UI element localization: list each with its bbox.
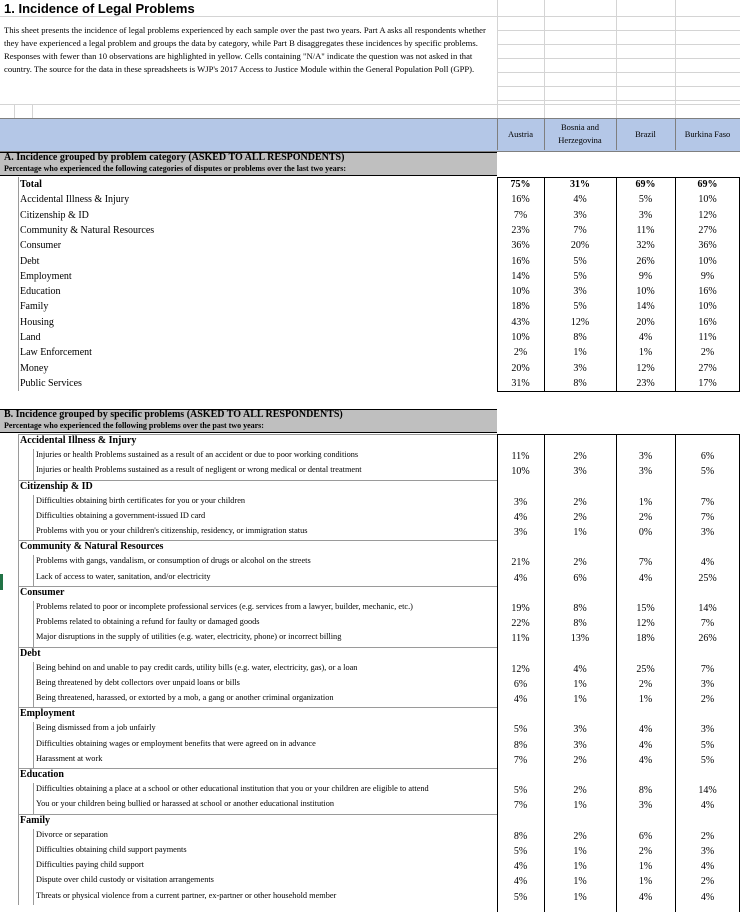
cell-burkina-faso: 4% (700, 800, 715, 812)
cell-burkina-faso: 36% (698, 240, 717, 252)
problem-row-label: Problems with you or your children's citizenship, residency, or immigration status (36, 526, 308, 535)
page-title: 1. Incidence of Legal Problems (4, 1, 195, 16)
cell-bosnia-and-herzegovina: 3% (573, 209, 587, 221)
column-header-2[interactable]: Brazil (635, 128, 656, 139)
cell-austria: 5% (513, 845, 528, 857)
cell-burkina-faso: 10% (698, 255, 717, 267)
cell-austria: 4% (513, 694, 528, 705)
cell-austria: 12% (511, 663, 530, 675)
cell-brazil: 3% (638, 451, 653, 462)
cell-bosnia-and-herzegovina: 8% (573, 618, 587, 629)
problem-row-label: Difficulties obtaining a place at a school or other educational institution that you or your children are eligible to attend (36, 784, 429, 793)
cell-bosnia-and-herzegovina: 13% (570, 633, 590, 645)
cell-burkina-faso: 2% (700, 876, 715, 888)
cell-bosnia-and-herzegovina: 5% (573, 270, 587, 282)
problem-row-label: Being threatened, harassed, or extorted by a mob, a gang or another criminal organization (36, 693, 334, 702)
cell-austria: 10% (511, 466, 530, 478)
cell-brazil: 2% (638, 678, 653, 690)
category-row-label: Law Enforcement (20, 347, 92, 359)
active-row-marker (0, 574, 3, 590)
cell-austria: 18% (511, 301, 530, 313)
problem-row-label: Lack of access to water, sanitation, and/or electricity (36, 571, 211, 581)
category-row-label: Money (20, 362, 49, 374)
cell-brazil: 4% (638, 754, 653, 766)
cell-brazil: 4% (638, 739, 653, 751)
cell-brazil: 4% (638, 724, 653, 736)
cell-austria: 19% (511, 602, 530, 614)
cell-burkina-faso: 25% (698, 572, 717, 584)
cell-bosnia-and-herzegovina: 1% (573, 527, 587, 538)
category-row-label: Debt (20, 255, 40, 267)
cell-austria: 20% (511, 362, 530, 374)
cell-brazil: 25% (636, 663, 655, 675)
problem-row-label: Dispute over child custody or visitation arrangements (36, 875, 214, 885)
cell-brazil: 7% (638, 557, 653, 569)
cell-brazil: 1% (638, 496, 653, 508)
cell-austria: 43% (511, 316, 530, 328)
category-row-label: Education (20, 286, 61, 298)
cell-burkina-faso: 27% (698, 224, 717, 236)
cell-austria: 31% (511, 377, 530, 389)
cell-austria: 7% (513, 800, 528, 812)
cell-bosnia-and-herzegovina: 3% (573, 362, 587, 374)
category-row-label: Housing (20, 316, 54, 328)
cell-burkina-faso: 17% (698, 377, 717, 389)
problem-category-label: Employment (20, 708, 75, 720)
cell-brazil: 23% (636, 377, 655, 389)
cell-burkina-faso: 16% (698, 286, 717, 298)
cell-austria: 4% (513, 572, 528, 584)
problem-category-label: Debt (20, 647, 41, 659)
cell-brazil: 12% (636, 618, 655, 629)
cell-brazil: 2% (638, 845, 653, 857)
section_a-title: A. Incidence grouped by problem category (ASKED TO ALL RESPONDENTS) (4, 152, 345, 163)
cell-burkina-faso: 4% (700, 557, 715, 569)
cell-bosnia-and-herzegovina: 1% (573, 876, 587, 888)
cell-bosnia-and-herzegovina: 4% (573, 663, 587, 675)
cell-brazil: 9% (638, 270, 653, 282)
cell-brazil: 10% (636, 286, 655, 298)
cell-burkina-faso: 7% (700, 496, 715, 508)
cell-brazil: 3% (638, 466, 653, 478)
cell-brazil: 1% (638, 347, 653, 359)
cell-burkina-faso: 11% (698, 332, 717, 343)
section_b-title: B. Incidence grouped by specific problems (ASKED TO ALL RESPONDENTS) (4, 409, 343, 420)
cell-brazil: 5% (638, 194, 653, 206)
cell-burkina-faso: 10% (698, 301, 717, 313)
category-row-label: Consumer (20, 240, 62, 252)
cell-brazil: 3% (638, 209, 653, 221)
problem-row-label: Difficulties obtaining wages or employment benefits that were agreed on in advance (36, 738, 316, 748)
cell-bosnia-and-herzegovina: 2% (573, 496, 587, 508)
cell-burkina-faso: 3% (700, 724, 715, 736)
cell-bosnia-and-herzegovina: 3% (573, 739, 587, 751)
section-a-left-border (18, 177, 19, 391)
cell-bosnia-and-herzegovina: 3% (573, 724, 587, 736)
problem-category-label: Family (20, 814, 50, 826)
cell-brazil: 12% (636, 362, 655, 374)
cell-burkina-faso: 3% (700, 845, 715, 857)
cell-austria: 5% (513, 724, 528, 736)
cell-bosnia-and-herzegovina: 1% (573, 678, 587, 690)
cell-brazil: 18% (636, 633, 655, 645)
cell-brazil: 32% (636, 240, 655, 252)
problem-row-label: Difficulties obtaining child support payments (36, 844, 187, 854)
cell-burkina-faso: 2% (700, 347, 715, 359)
cell-bosnia-and-herzegovina: 5% (573, 301, 587, 313)
cell-bosnia-and-herzegovina: 6% (573, 572, 587, 584)
cell-bosnia-and-herzegovina: 1% (573, 891, 587, 903)
column-header-0[interactable]: Austria (507, 128, 534, 139)
cell-bosnia-and-herzegovina: 3% (573, 286, 587, 298)
problem-category-label: Community & Natural Resources (20, 541, 164, 553)
cell-bosnia-and-herzegovina: 1% (573, 800, 587, 812)
cell-austria: 3% (513, 496, 528, 508)
cell-brazil: 1% (638, 694, 653, 705)
problem-row-label: Difficulties obtaining a government-issued ID card (36, 510, 206, 520)
cell-austria: 16% (511, 255, 530, 267)
cell-bosnia-and-herzegovina: 8% (573, 602, 587, 614)
cell-burkina-faso: 27% (698, 362, 717, 374)
cell-brazil: 1% (638, 861, 653, 872)
cell-bosnia-and-herzegovina: 31% (570, 179, 590, 190)
cell-bosnia-and-herzegovina: 2% (573, 785, 587, 796)
category-row-label: Land (20, 332, 41, 343)
cell-brazil: 1% (638, 876, 653, 888)
cell-burkina-faso: 5% (700, 754, 715, 766)
cell-bosnia-and-herzegovina: 3% (573, 466, 587, 478)
cell-brazil: 4% (638, 332, 653, 343)
cell-austria: 4% (513, 861, 528, 872)
cell-burkina-faso: 3% (700, 678, 715, 690)
problem-row-label: Divorce or separation (36, 829, 108, 839)
cell-austria: 36% (511, 240, 530, 252)
cell-bosnia-and-herzegovina: 5% (573, 255, 587, 267)
cell-austria: 14% (511, 270, 530, 282)
cell-austria: 10% (511, 332, 530, 343)
cell-austria: 10% (511, 286, 530, 298)
cell-burkina-faso: 69% (697, 179, 718, 190)
problem-row-label: Problems related to obtaining a refund for faulty or damaged goods (36, 617, 260, 626)
cell-bosnia-and-herzegovina: 1% (573, 347, 587, 359)
cell-bosnia-and-herzegovina: 8% (573, 332, 587, 343)
cell-austria: 21% (511, 557, 530, 569)
cell-austria: 23% (511, 224, 530, 236)
cell-brazil: 11% (636, 224, 655, 236)
cell-austria: 22% (511, 618, 530, 629)
cell-burkina-faso: 5% (700, 466, 715, 478)
cell-burkina-faso: 5% (700, 739, 715, 751)
cell-bosnia-and-herzegovina: 4% (573, 194, 587, 206)
problem-category-label: Accidental Illness & Injury (20, 435, 137, 446)
problem-category-label: Education (20, 769, 64, 780)
cell-bosnia-and-herzegovina: 1% (573, 694, 587, 705)
cell-bosnia-and-herzegovina: 2% (573, 754, 587, 766)
cell-burkina-faso: 12% (698, 209, 717, 221)
cell-burkina-faso: 3% (700, 527, 715, 538)
cell-brazil: 6% (638, 830, 653, 842)
cell-bosnia-and-herzegovina: 1% (573, 845, 587, 857)
cell-brazil: 3% (638, 800, 653, 812)
category-row-label: Citizenship & ID (20, 209, 89, 221)
category-row-label: Accidental Illness & Injury (20, 194, 130, 206)
cell-bosnia-and-herzegovina: 2% (573, 451, 587, 462)
cell-bosnia-and-herzegovina: 8% (573, 377, 587, 389)
cell-brazil: 15% (636, 602, 655, 614)
cell-bosnia-and-herzegovina: 7% (573, 224, 587, 236)
cell-burkina-faso: 9% (700, 270, 715, 282)
cell-bosnia-and-herzegovina: 20% (570, 240, 590, 252)
cell-bosnia-and-herzegovina: 2% (573, 511, 587, 523)
cell-brazil: 20% (636, 316, 655, 328)
problem-row-label: Being behind on and unable to pay credit cards, utility bills (e.g. water, electricity, gas), or a loan (36, 662, 358, 672)
problem-row-label: Being threatened by debt collectors over unpaid loans or bills (36, 677, 240, 687)
cell-austria: 3% (513, 527, 528, 538)
problem-category-label: Consumer (20, 586, 65, 598)
cell-bosnia-and-herzegovina: 2% (573, 557, 587, 569)
problem-row-label: Threats or physical violence from a current partner, ex-partner or other household member (36, 890, 337, 900)
cell-austria: 8% (513, 830, 528, 842)
cell-burkina-faso: 14% (698, 785, 717, 796)
problem-row-label: You or your children being bullied or harassed at school or another educational institution (36, 799, 335, 809)
cell-austria: 7% (513, 209, 528, 221)
intro-text: This sheet presents the incidence of legal problems experienced by each sample over the past two years. Part A asks all respondents whether they have experienced a legal problem and groups the data by category, while Part B disaggregates these incidences by specific problems. Responses with fewer than 10 observations are highlighted in yellow. Cells containing "N/A" indicate the question was not asked in that country. The source for the data in these spreadsheets is WJP's 2017 Access to Justice Module within the General Population Poll (GPP). (4, 25, 486, 74)
problem-row-label: Injuries or health Problems sustained as a result of negligent or wrong medical or dental treatment (36, 465, 362, 475)
category-row-label: Public Services (20, 377, 82, 389)
cell-austria: 8% (513, 739, 528, 751)
cell-austria: 2% (513, 347, 528, 359)
cell-austria: 5% (513, 891, 528, 903)
cell-austria: 4% (513, 511, 528, 523)
total-row-label: Total (20, 179, 42, 190)
cell-burkina-faso: 14% (698, 602, 717, 614)
problem-row-label: Problems related to poor or incomplete professional services (e.g. services from a lawyer, builder, mechanic, etc.) (36, 601, 413, 611)
problem-category-label: Citizenship & ID (20, 480, 93, 492)
cell-burkina-faso: 16% (698, 316, 717, 328)
cell-brazil: 2% (638, 511, 653, 523)
cell-brazil: 69% (635, 179, 656, 190)
cell-brazil: 14% (636, 301, 655, 313)
cell-austria: 5% (513, 785, 528, 796)
cell-burkina-faso: 6% (700, 451, 715, 462)
cell-austria: 16% (511, 194, 530, 206)
problem-row-label: Injuries or health Problems sustained as a result of an accident or due to poor working conditions (36, 450, 359, 459)
category-row-label: Community & Natural Resources (20, 224, 155, 236)
cell-burkina-faso: 7% (700, 663, 715, 675)
cell-austria: 6% (513, 678, 528, 690)
cell-brazil: 0% (638, 527, 653, 538)
cell-brazil: 4% (638, 572, 653, 584)
cell-brazil: 8% (638, 785, 653, 796)
problem-row-label: Harassment at work (36, 753, 103, 763)
cell-burkina-faso: 4% (700, 891, 715, 903)
cell-brazil: 26% (636, 255, 655, 267)
cell-bosnia-and-herzegovina: 2% (573, 830, 587, 842)
cell-austria: 4% (513, 876, 528, 888)
cell-brazil: 4% (638, 891, 653, 903)
cell-burkina-faso: 7% (700, 618, 715, 629)
cell-burkina-faso: 2% (700, 694, 715, 705)
cell-burkina-faso: 10% (698, 194, 717, 206)
cell-austria: 11% (511, 451, 530, 462)
category-row-label: Family (20, 301, 49, 313)
section_b-subtitle: Percentage who experienced the following problems over the past two years: (4, 421, 264, 430)
cell-burkina-faso: 26% (698, 633, 717, 645)
problem-row-label: Major disruptions in the supply of utilities (e.g. water, electricity, phone) or incorrect billing (36, 632, 342, 642)
cell-burkina-faso: 4% (700, 861, 715, 872)
cell-burkina-faso: 2% (700, 830, 715, 842)
column-header-3[interactable]: Burkina Faso (684, 128, 731, 139)
column-header-1[interactable]: Bosnia and Herzegovina (558, 122, 602, 145)
cell-burkina-faso: 7% (700, 511, 715, 523)
section_a-subtitle: Percentage who experienced the following categories of disputes or problems over the last two years: (4, 164, 347, 173)
cell-bosnia-and-herzegovina: 12% (570, 316, 590, 328)
cell-austria: 75% (510, 179, 531, 190)
problem-row-label: Difficulties paying child support (36, 860, 144, 869)
cell-austria: 7% (513, 754, 528, 766)
category-row-label: Employment (20, 270, 72, 282)
cell-bosnia-and-herzegovina: 1% (573, 861, 587, 872)
cell-austria: 11% (511, 633, 530, 645)
problem-row-label: Problems with gangs, vandalism, or consumption of drugs or alcohol on the streets (36, 556, 311, 566)
problem-row-label: Being dismissed from a job unfairly (36, 723, 156, 733)
problem-row-label: Difficulties obtaining birth certificates for you or your children (36, 495, 246, 505)
